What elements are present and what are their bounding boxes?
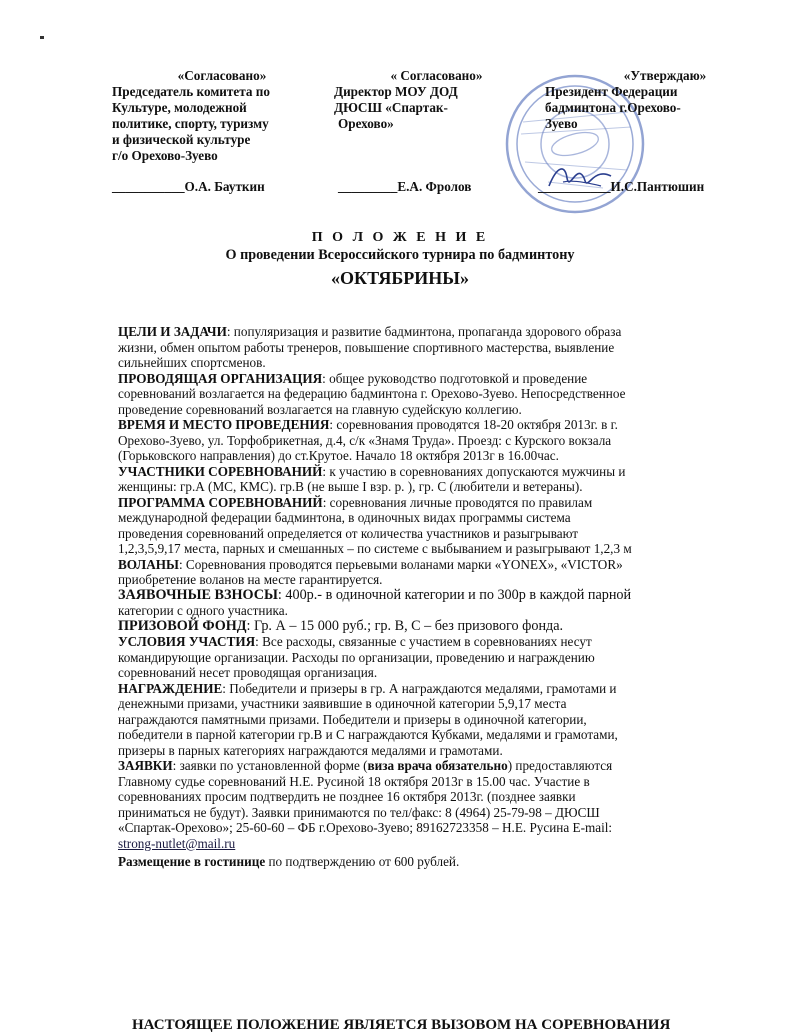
doctor-visa-note: виза врача обязательно	[367, 758, 508, 773]
section-heading: ПРИЗОВОЙ ФОНД	[118, 617, 247, 634]
section-program	[118, 495, 796, 511]
section-text-line: женщины: гр.А (МС, КМС). гр.В (не выше I взр. р. ), гр. С (любители и ветераны).	[118, 479, 583, 494]
section-text-line: соревнований возлагается на федерацию бадминтона г. Орехово-Зуево. Непосредственное	[118, 386, 626, 401]
section-text-line: приобретение воланов на месте гарантируется.	[118, 572, 383, 587]
section-heading: ЗАЯВОЧНЫЕ ВЗНОСЫ	[118, 586, 278, 603]
approval-line: Президент Федерации	[545, 84, 678, 99]
section-text-line: международной федерации бадминтона, в одиночных видах программы система	[118, 510, 571, 525]
header-approval-president	[545, 68, 785, 132]
document-title: П О Л О Ж Е Н И Е	[311, 230, 489, 245]
section-heading: Размещение в гостинице	[118, 854, 266, 869]
section-text-line: награждаются памятными призами. Победители и призеры в одиночной категории,	[118, 711, 587, 727]
section-accommodation	[118, 854, 796, 870]
section-applications	[118, 758, 796, 774]
section-time-place	[118, 417, 796, 433]
section-text-line: командирующие организации. Расходы по организации, проведению и награждению	[118, 649, 595, 665]
section-heading: УЧАСТНИКИ СОРЕВНОВАНИЙ	[118, 463, 323, 479]
header-approval-committee	[112, 68, 332, 164]
email-line	[118, 836, 796, 852]
tournament-name: «ОКТЯБРИНЫ»	[331, 268, 469, 288]
scan-speck	[40, 36, 44, 39]
section-organizer	[118, 371, 796, 387]
signature-line-bautkin: ___________О.А. Бауткин	[112, 179, 265, 194]
section-heading: УСЛОВИЯ УЧАСТИЯ	[118, 634, 256, 649]
approval-line: Зуево	[545, 116, 578, 131]
approval-title: « Согласовано»	[390, 68, 483, 83]
footer-notice: НАСТОЯЩЕЕ ПОЛОЖЕНИЕ ЯВЛЯЕТСЯ ВЫЗОВОМ НА СОРЕВНОВАНИЯ	[132, 1017, 671, 1033]
section-shuttlecocks	[118, 557, 796, 573]
header-approval-director	[334, 68, 539, 132]
section-text: : соревнования личные проводятся по правилам	[322, 494, 593, 510]
signature-line-pantyushin: ___________И.С.Пантюшин	[538, 179, 705, 194]
approval-line: и физической культуре	[112, 132, 251, 147]
section-prize-fund	[118, 619, 796, 635]
section-text-line: соревнований несет проводящая организация.	[118, 665, 378, 680]
section-text-line: 1,2,3,5,9,17 места, парных и смешанных – по системе с выбыванием и разыгрывают 1,2,3 м	[118, 541, 632, 556]
section-text-line: Главному судье соревнований Н.Е. Русиной 18 октября 2013г в 15.00 час. Участие в	[118, 773, 590, 789]
approval-line: Директор МОУ ДОД	[334, 84, 458, 99]
section-heading: ПРОВОДЯЩАЯ ОРГАНИЗАЦИЯ	[118, 370, 323, 386]
section-text-line: категории с одного участника.	[118, 603, 288, 618]
section-text-line: жизни, обмен опытом работы тренеров, повышение спортивного мастерства, выявление	[118, 339, 615, 355]
section-text: : Победители и призеры в гр. А награждаются медалями, грамотами и	[222, 680, 617, 696]
section-text-line: призеры в парных категориях награждаются медалями и грамотами.	[118, 742, 503, 758]
section-text-line: сильнейших спортсменов.	[118, 355, 266, 370]
section-text: : Гр. А – 15 000 руб.; гр. В, С – без призового фонда.	[246, 617, 564, 634]
section-heading: НАГРАЖДЕНИЕ	[118, 680, 223, 696]
section-text: ) предоставляются	[507, 758, 613, 773]
section-text: по подтверждению от 600 рублей.	[265, 854, 460, 869]
section-text-line: Орехово-Зуево, ул. Торфобрикетная, д.4, с/к «Знамя Труда». Проезд: с Курского вокзала	[118, 432, 612, 448]
document-body	[118, 324, 796, 870]
section-text-line: проведения соревнований определяется от количества участников и разыгрывают	[118, 525, 579, 541]
approval-title: «Утверждаю»	[623, 68, 707, 83]
section-text-line: проведение соревнований возлагается на главную судейскую коллегию.	[118, 401, 522, 417]
approval-title: «Согласовано»	[177, 68, 267, 83]
approval-line: Культуре, молодежной	[112, 100, 247, 115]
section-entry-fees	[118, 588, 796, 604]
section-heading: ВРЕМЯ И МЕСТО ПРОВЕДЕНИЯ	[118, 417, 330, 432]
handwritten-signature	[545, 160, 615, 194]
section-heading: ЗАЯВКИ	[118, 758, 173, 773]
section-text-line: «Спартак-Орехово»; 25-60-60 – ФБ г.Орехово-Зуево; 89162723358 – Н.Е. Русина E-mail:	[118, 820, 613, 835]
section-text: : Соревнования проводятся перьевыми воланами марки «YONEX», «VICTOR»	[178, 556, 623, 572]
section-text-line: денежными призами, участники заявившие в одиночной категории 5,9,17 места	[118, 696, 567, 711]
section-text: : заявки по установленной форме (	[172, 758, 368, 773]
section-awards	[118, 681, 796, 697]
approval-line: ДЮСШ «Спартак-	[334, 100, 448, 115]
section-text-line: победители в парной категории гр.В и С награждаются Кубками, медалями и грамотами,	[118, 727, 618, 742]
email-link[interactable]: strong-nutlet@mail.ru	[118, 835, 236, 851]
section-text-line: (Горьковского направления) до ст.Крутое. Начало 18 октября 2013г в 16.00час.	[118, 448, 559, 463]
section-heading: ПРОГРАММА СОРЕВНОВАНИЙ	[118, 494, 323, 510]
section-text: : 400р.- в одиночной категории и по 300р в каждой парной	[277, 586, 632, 603]
document-subtitle: О проведении Всероссийского турнира по бадминтону	[225, 247, 575, 263]
section-heading: ЦЕЛИ И ЗАДАЧИ	[118, 324, 227, 339]
section-text: : популяризация и развитие бадминтона, пропаганда здорового образа	[226, 324, 622, 339]
section-text-line: приниматься не будут). Заявки принимаются по тел/факс: 8 (4964) 25-79-98 – ДЮСШ	[118, 804, 600, 820]
section-text: : соревнования проводятся 18-20 октября 2013г. в г.	[329, 417, 618, 432]
section-text-line: соревнованиях просим подтвердить не позднее 16 октября 2013г. (позднее заявки	[118, 789, 576, 804]
approval-line: политике, спорту, туризму	[112, 116, 269, 131]
section-goals	[118, 324, 796, 340]
section-text: : общее руководство подготовкой и проведение	[322, 370, 588, 386]
section-heading: ВОЛАНЫ	[118, 556, 179, 572]
section-text: : к участию в соревнованиях допускаются мужчины и	[322, 463, 626, 479]
approval-line: Орехово»	[338, 116, 394, 131]
signature-line-frolov: _________Е.А. Фролов	[338, 179, 472, 194]
approval-line: г/о Орехово-Зуево	[112, 148, 218, 163]
approval-line: Председатель комитета по	[112, 84, 270, 99]
section-participants	[118, 464, 796, 480]
section-conditions	[118, 634, 796, 650]
approval-line: бадминтона г.Орехово-	[545, 100, 681, 115]
section-text: : Все расходы, связанные с участием в соревнованиях несут	[255, 634, 592, 649]
